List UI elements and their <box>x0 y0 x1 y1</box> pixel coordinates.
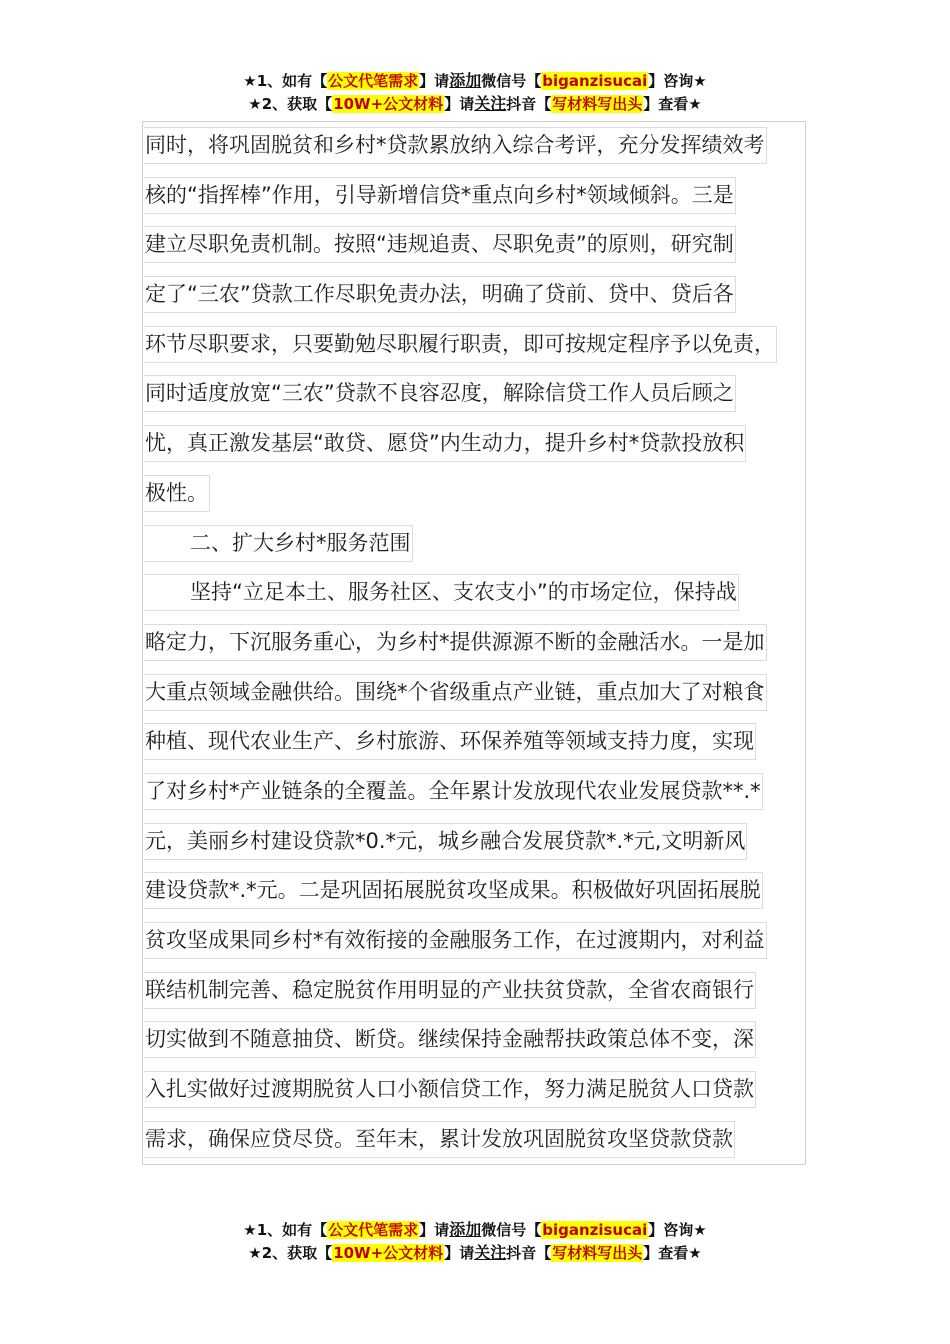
text-line: 同时，将巩固脱贫和乡村*贷款累放纳入综合考评，充分发挥绩效考 <box>144 121 777 171</box>
banner-line-1 <box>0 69 950 92</box>
text-line: 贫攻坚成果同乡村*有效衔接的金融服务工作，在过渡期内，对利益 <box>144 916 777 966</box>
banner-emphasis: 添加 <box>449 1220 482 1239</box>
banner-text: 微信号【 <box>481 72 542 90</box>
banner-line-2 <box>0 92 950 115</box>
banner-text: ★1、如有【 <box>243 1221 328 1239</box>
text-line: 切实做到不随意抽贷、断贷。继续保持金融帮扶政策总体不变，深 <box>144 1015 777 1065</box>
banner-highlight: 公文代笔需求 <box>328 1221 419 1239</box>
banner-text: 抖音【 <box>506 95 552 113</box>
text-line: 忧，真正激发基层“敢贷、愿贷”内生动力，提升乡村*贷款投放积 <box>144 419 777 469</box>
banner-text: 】咨询★ <box>648 72 707 90</box>
footer-banner <box>0 1218 950 1264</box>
banner-text: 抖音【 <box>506 1244 552 1262</box>
text-line: 大重点领域金融供给。围绕*个省级重点产业链，重点加大了对粮食 <box>144 668 777 718</box>
banner-text: 】查看★ <box>643 95 702 113</box>
banner-text: 】请 <box>419 1221 450 1239</box>
banner-douyin-name: 写材料写出头 <box>552 1244 643 1262</box>
text-line: 了对乡村*产业链条的全覆盖。全年累计发放现代农业发展贷款**.* <box>144 767 777 817</box>
text-line: 建设贷款*.*元。二是巩固拓展脱贫攻坚成果。积极做好巩固拓展脱 <box>144 866 777 916</box>
text-line: 建立尽职免责机制。按照“违规追责、尽职免责”的原则，研究制 <box>144 220 777 270</box>
text-line: 联结机制完善、稳定脱贫作用明显的产业扶贫贷款，全省农商银行 <box>144 966 777 1016</box>
banner-wechat-id: biganzisucai <box>542 1221 648 1239</box>
header-banner <box>0 69 950 115</box>
text-line: 入扎实做好过渡期脱贫人口小额信贷工作，努力满足脱贫人口贷款 <box>144 1065 777 1115</box>
banner-text: ★2、获取【 <box>248 95 333 113</box>
text-line: 核的“指挥棒”作用，引导新增信贷*重点向乡村*领域倾斜。三是 <box>144 171 777 221</box>
banner-text: ★1、如有【 <box>243 72 328 90</box>
banner-wechat-id: biganzisucai <box>542 72 648 90</box>
banner-line-2 <box>0 1241 950 1264</box>
text-line: 种植、现代农业生产、乡村旅游、环保养殖等领域支持力度，实现 <box>144 717 777 767</box>
banner-text: 】咨询★ <box>648 1221 707 1239</box>
text-line: 极性。 <box>144 469 777 519</box>
text-line: 需求，确保应贷尽贷。至年末，累计发放巩固脱贫攻坚贷款贷款 <box>144 1115 777 1165</box>
banner-highlight: 公文代笔需求 <box>328 72 419 90</box>
banner-text: 】请 <box>444 1244 475 1262</box>
paragraph-first-line: 坚持“立足本土、服务社区、支农支小”的市场定位，保持战 <box>144 568 777 618</box>
banner-highlight: 10W+公文材料 <box>333 1244 444 1262</box>
section-heading: 二、扩大乡村*服务范围 <box>144 519 777 569</box>
banner-highlight: 10W+公文材料 <box>333 95 444 113</box>
banner-text: 】请 <box>419 72 450 90</box>
text-line: 定了“三农”贷款工作尽职免责办法，明确了贷前、贷中、贷后各 <box>144 270 777 320</box>
banner-text: 微信号【 <box>481 1221 542 1239</box>
banner-emphasis: 添加 <box>449 71 482 90</box>
text-line: 同时适度放宽“三农”贷款不良容忍度，解除信贷工作人员后顾之 <box>144 369 777 419</box>
banner-text: ★2、获取【 <box>248 1244 333 1262</box>
banner-text: 】查看★ <box>643 1244 702 1262</box>
text-line: 环节尽职要求，只要勤勉尽职履行职责，即可按规定程序予以免责， <box>144 320 777 370</box>
banner-text: 】请 <box>444 95 475 113</box>
banner-emphasis: 关注 <box>474 1243 507 1262</box>
banner-line-1 <box>0 1218 950 1241</box>
document-body <box>144 121 777 1164</box>
text-line: 略定力，下沉服务重心，为乡村*提供源源不断的金融活水。一是加 <box>144 618 777 668</box>
text-line: 元，美丽乡村建设贷款*0.*元，城乡融合发展贷款*.*元,文明新风 <box>144 817 777 867</box>
banner-emphasis: 关注 <box>474 94 507 113</box>
banner-douyin-name: 写材料写出头 <box>552 95 643 113</box>
